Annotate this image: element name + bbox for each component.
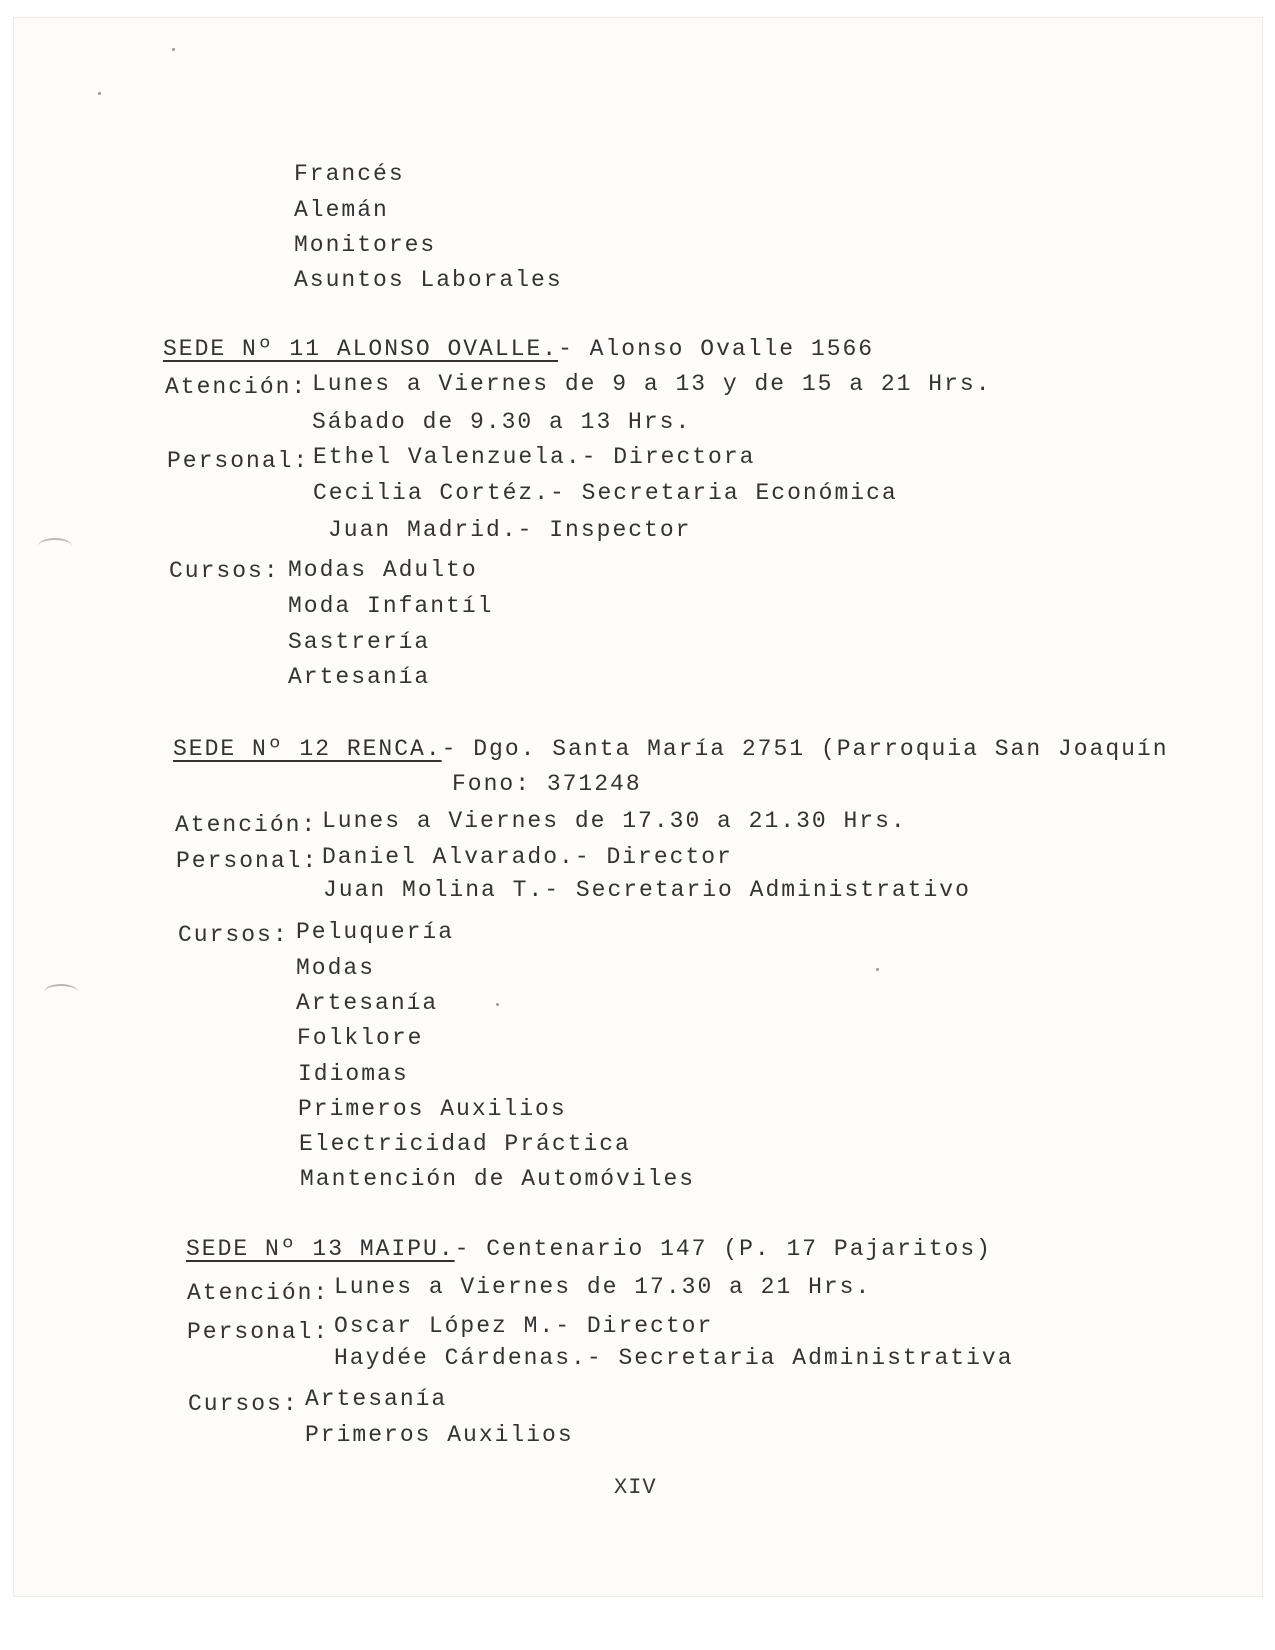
cursos-label: Cursos: [188,1391,299,1417]
curso-item: Primeros Auxilios [305,1422,574,1448]
curso-item: Sastrería [288,629,431,655]
paper-speck [876,968,879,971]
personal-entry: Oscar López M.- Director [334,1313,714,1339]
atencion-label: Atención: [165,374,308,400]
curso-item: Peluquería [296,919,455,945]
personal-entry: Daniel Alvarado.- Director [322,844,733,870]
personal-entry: Juan Madrid.- Inspector [328,517,692,543]
curso-item: Primeros Auxilios [298,1096,567,1122]
curso-item: Electricidad Práctica [299,1131,631,1157]
atencion-hours: Lunes a Viernes de 17.30 a 21 Hrs. [334,1274,872,1300]
cursos-label: Cursos: [169,558,280,584]
curso-item: Folklore [297,1025,424,1051]
curso-item: Modas Adulto [288,557,478,583]
personal-entry: Cecilia Cortéz.- Secretaria Económica [313,480,898,506]
paper-speck [496,1003,499,1006]
personal-label: Personal: [187,1319,330,1345]
sede-heading [173,735,1169,763]
atencion-hours: Sábado de 9.30 a 13 Hrs. [312,409,692,435]
sede-heading [186,1235,992,1263]
paper-speck [98,92,101,95]
curso-item: Artesanía [288,664,431,690]
list-item: Asuntos Laborales [294,267,563,293]
sede-address: - Centenario 147 (P. 17 Pajaritos) [454,1236,992,1262]
sede-address: - Alonso Ovalle 1566 [558,336,875,362]
page-number: XIV [614,1475,657,1500]
paper-speck [172,48,175,51]
list-item: Alemán [294,197,389,223]
sede-heading [163,335,874,363]
atencion-hours: Lunes a Viernes de 9 a 13 y de 15 a 21 Hrs. [312,371,992,397]
curso-item: Mantención de Automóviles [300,1166,696,1192]
sede-address: - Dgo. Santa María 2751 (Parroquia San Joaquín [441,736,1169,762]
curso-item: Idiomas [298,1061,409,1087]
personal-entry: Juan Molina T.- Secretario Administrativo [323,877,971,903]
list-item: Francés [294,161,405,187]
curso-item: Artesanía [305,1386,448,1412]
sede-title: SEDE Nº 13 MAIPU. [186,1236,455,1262]
curso-item: Moda Infantíl [288,593,494,619]
personal-entry: Haydée Cárdenas.- Secretaria Administrativa [334,1345,1014,1371]
personal-entry: Ethel Valenzuela.- Directora [313,444,756,470]
atencion-label: Atención: [175,812,318,838]
curso-item: Modas [296,955,376,981]
sede-title: SEDE Nº 11 ALONSO OVALLE. [163,336,559,362]
punch-hole-mark [44,984,78,1000]
sede-title: SEDE Nº 12 RENCA. [173,736,442,762]
personal-label: Personal: [167,448,310,474]
atencion-hours: Lunes a Viernes de 17.30 a 21.30 Hrs. [322,808,907,834]
punch-hole-mark [38,538,72,554]
personal-label: Personal: [176,848,319,874]
sede-phone: Fono: 371248 [452,771,642,797]
curso-item: Artesanía [296,990,439,1016]
cursos-label: Cursos: [178,922,289,948]
atencion-label: Atención: [187,1280,330,1306]
list-item: Monitores [294,232,437,258]
